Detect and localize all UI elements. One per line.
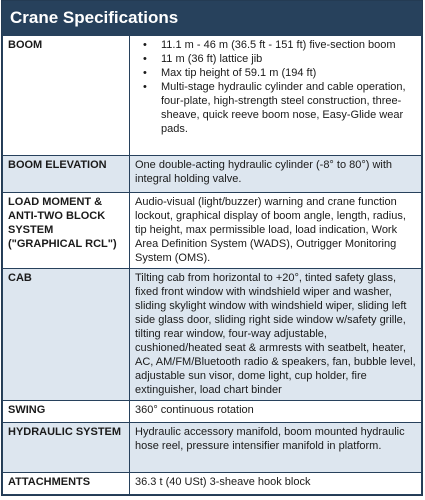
list-item: • 11.1 m - 46 m (36.5 ft - 151 ft) five-section boom bbox=[153, 38, 416, 52]
table-row-swing bbox=[3, 401, 422, 423]
row-value bbox=[130, 36, 422, 156]
row-label: HYDRAULIC SYSTEM bbox=[3, 423, 130, 473]
row-label: ATTACHMENTS bbox=[3, 473, 130, 495]
row-value: Hydraulic accessory manifold, boom mounted hydraulic hose reel, pressure intensifier manifold in platform. bbox=[130, 423, 422, 473]
row-value: Audio-visual (light/buzzer) warning and crane function lockout, graphical display of boom angle, length, radius, tip height, max permissible load, load indication, Work Area Definition System (WADS), Outrigger Monitoring System (OMS). bbox=[130, 193, 422, 269]
row-label: SWING bbox=[3, 401, 130, 423]
row-label: CAB bbox=[3, 269, 130, 401]
table-row-boom-elevation bbox=[3, 156, 422, 193]
row-value: 360° continuous rotation bbox=[130, 401, 422, 423]
table-row-hydraulic-system bbox=[3, 423, 422, 473]
spec-table bbox=[2, 35, 422, 495]
table-row-cab bbox=[3, 269, 422, 401]
row-value: 36.3 t (40 USt) 3-sheave hook block bbox=[130, 473, 422, 495]
list-item: • Max tip height of 59.1 m (194 ft) bbox=[153, 66, 416, 80]
row-value: One double-acting hydraulic cylinder (-8° to 80°) with integral holding valve. bbox=[130, 156, 422, 193]
table-row-load-moment bbox=[3, 193, 422, 269]
spec-sheet bbox=[1, 0, 423, 496]
boom-bullet-list bbox=[135, 38, 416, 136]
row-label: LOAD MOMENT & ANTI-TWO BLOCK SYSTEM ("GRAPHICAL RCL") bbox=[3, 193, 130, 269]
row-value: Tilting cab from horizontal to +20°, tinted safety glass, fixed front window with windshield wiper and washer, sliding skylight window with windshield wiper, sliding left side glass door, sliding right side window w/safety grille, tilting rear window, four-way adjustable, cushioned/heated seat & armrests with seatbelt, heater, AC, AM/FM/Bluetooth radio & speakers, fan, bubble level, adjustable sun visor, dome light, cup holder, fire extinguisher, load chart binder bbox=[130, 269, 422, 401]
list-item: • 11 m (36 ft) lattice jib bbox=[153, 52, 416, 66]
page-title: Crane Specifications bbox=[2, 1, 422, 35]
list-item: • Multi-stage hydraulic cylinder and cable operation, four-plate, high-strength steel construction, three-sheave, quick reeve boom nose, Easy-Glide wear pads. bbox=[153, 80, 416, 136]
row-label: BOOM ELEVATION bbox=[3, 156, 130, 193]
row-label: BOOM bbox=[3, 36, 130, 156]
table-row-boom bbox=[3, 36, 422, 156]
table-row-attachments bbox=[3, 473, 422, 495]
